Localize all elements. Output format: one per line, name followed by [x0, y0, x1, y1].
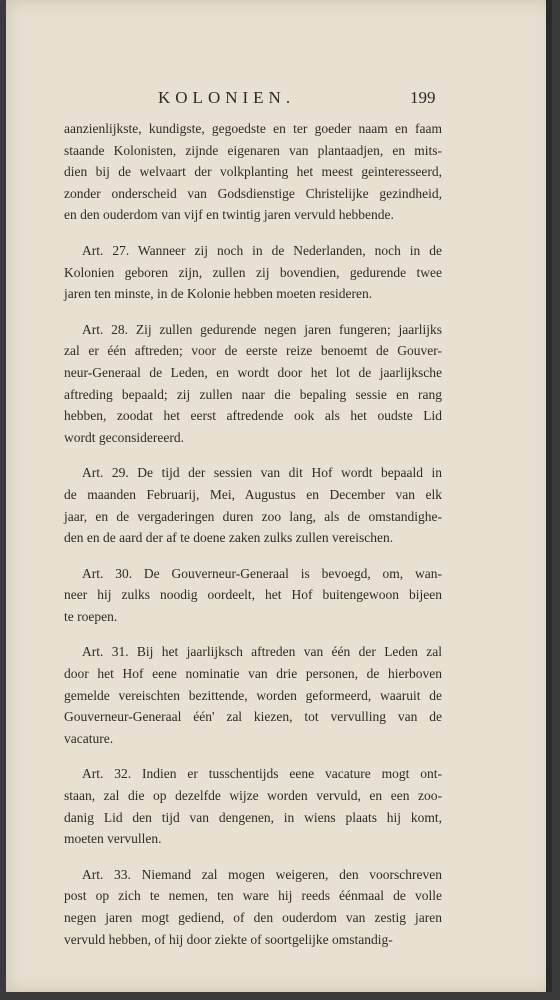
- text-line: Kolonien geboren zijn, zullen zij bovendien, gedurende twee: [64, 264, 442, 280]
- text-line: zal er één aftreden; voor de eerste reize benoemt de Gouver-: [64, 343, 442, 359]
- book-page: [6, 0, 552, 992]
- text-line: Art. 31. Bij het jaarlijksch aftreden van één der Leden zal: [82, 644, 442, 660]
- text-line: den en de aard der af te doene zaken zulks zullen vereischen.: [64, 530, 394, 546]
- text-line: post op zich te nemen, ten ware hij reeds éénmaal de volle: [64, 888, 442, 904]
- text-line: Art. 29. De tijd der sessien van dit Hof wordt bepaald in: [82, 465, 442, 481]
- text-line: de maanden Februarij, Mei, Augustus en December van elk: [64, 486, 442, 502]
- text-line: neer hij zulks noodig oordeelt, het Hof buitengewoon bijeen: [64, 587, 442, 603]
- paragraph: [64, 319, 442, 449]
- text-line: vervuld hebben, of hij door ziekte of soortgelijke omstandig-: [64, 931, 393, 947]
- text-line: negen jaren mogt gediend, of den ouderdom van zestig jaren: [64, 910, 442, 925]
- text-line: dien bij de welvaart der volkplanting het meest geinteresseerd,: [64, 164, 442, 180]
- text-line: wordt geconsidereerd.: [64, 429, 184, 445]
- page-edge: [546, 0, 552, 992]
- text-line: jaren ten minste, in de Kolonie hebben moeten resideren.: [64, 286, 373, 302]
- text-line: staan, zal die op dezelfde wijze worden vervuld, en een zoo-: [64, 788, 442, 804]
- running-title: KOLONIEN.: [158, 88, 296, 107]
- text-line: hebben, zoodat het eerst aftredende ook als het oudste Lid: [64, 408, 442, 424]
- text-line: door het Hof eene nominatie van drie personen, de hierboven: [64, 666, 442, 682]
- text-line: jaar, en de vergaderingen duren zoo lang, als de omstandighe-: [64, 508, 442, 524]
- paragraph: [64, 641, 442, 749]
- page-number: 199: [410, 88, 436, 107]
- text-line: aanzienlijkste, kundigste, gegoedste en ter goeder naam en faam: [64, 121, 442, 136]
- body-text: [64, 118, 442, 964]
- text-line: Gouverneur-Generaal één' zal kiezen, tot vervulling van de: [64, 709, 442, 725]
- paragraph: [64, 563, 442, 628]
- text-line: aftreding bepaald; zij zullen naar die bepaling sessie en rang: [64, 386, 442, 402]
- text-line: moeten vervullen.: [64, 831, 162, 847]
- paragraph: [64, 462, 442, 548]
- paragraph: [64, 240, 442, 305]
- page-header: [6, 88, 552, 112]
- text-line: Art. 27. Wanneer zij noch in de Nederlanden, noch in de: [82, 242, 442, 258]
- text-line: Art. 33. Niemand zal mogen weigeren, den voorschreven: [82, 866, 442, 882]
- text-line: staande Kolonisten, zijnde eigenaren van plantaadjen, en mits-: [64, 142, 442, 158]
- paragraph: [64, 118, 442, 226]
- paragraph: [64, 864, 442, 950]
- text-line: Art. 28. Zij zullen gedurende negen jaren fungeren; jaarlijks: [82, 321, 442, 337]
- text-line: te roepen.: [64, 608, 118, 624]
- text-line: zonder onderscheid van Godsdienstige Christelijke gezindheid,: [64, 185, 442, 201]
- text-line: en den ouderdom van vijf en twintig jaren vervuld hebbende.: [64, 207, 394, 223]
- text-line: danig Lid den tijd van dengenen, in wiens plaats hij komt,: [64, 809, 442, 825]
- text-line: vacature.: [64, 730, 114, 746]
- text-line: Art. 30. De Gouverneur-Generaal is bevoegd, om, wan-: [82, 565, 442, 581]
- paragraph: [64, 763, 442, 849]
- text-line: gemelde vereischten bezittende, worden geformeerd, waaruit de: [64, 687, 442, 703]
- text-line: neur-Generaal de Leden, en wordt door het lot de jaarlijksche: [64, 364, 442, 380]
- text-line: Art. 32. Indien er tusschentijds eene vacature mogt ont-: [82, 766, 442, 782]
